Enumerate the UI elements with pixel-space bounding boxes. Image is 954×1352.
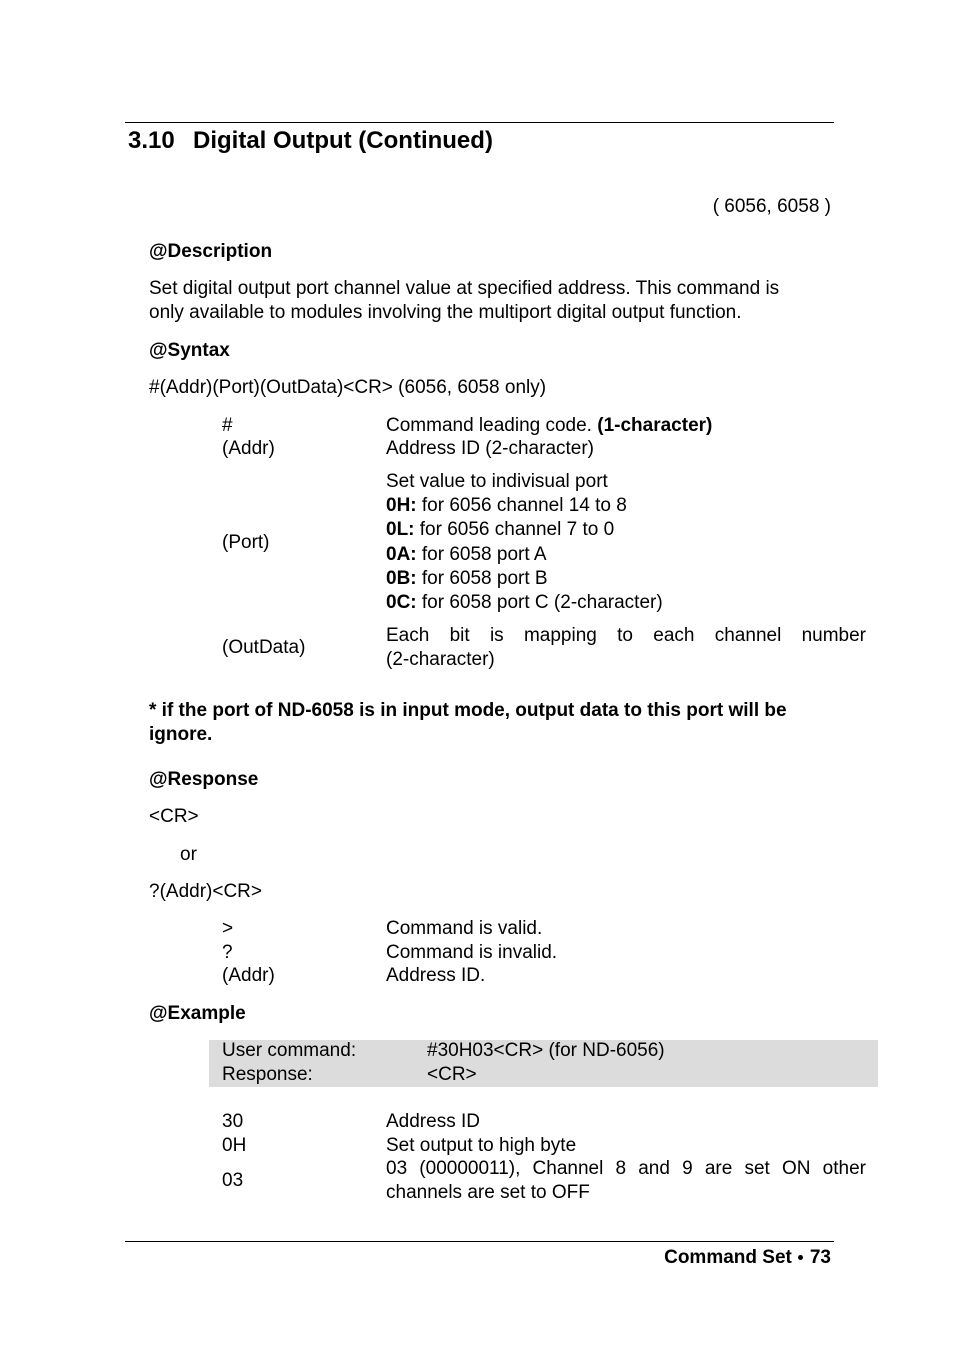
syntax-outdata-line-1: Each bit is mapping to each channel number: [386, 625, 866, 646]
section-number: 3.10: [128, 127, 175, 154]
example-term: 30: [222, 1111, 244, 1132]
port-option-text: for 6058 port C (2-character): [416, 592, 663, 613]
syntax-term-hash: #: [222, 415, 233, 436]
syntax-outdata-line-2: (2-character): [386, 649, 495, 670]
example-user-value: #30H03<CR> (for ND-6056): [427, 1040, 665, 1061]
description-heading: @Description: [149, 241, 273, 262]
port-option-0b: [386, 567, 548, 591]
example-desc: Set output to high byte: [386, 1135, 577, 1156]
section-title: Digital Output (Continued): [193, 127, 493, 154]
response-desc: Command is valid.: [386, 918, 543, 939]
example-user-label: User command:: [222, 1040, 357, 1061]
header-rule: [125, 122, 834, 123]
port-option-text: for 6058 port B: [416, 568, 548, 589]
port-option-code: 0C:: [386, 592, 417, 613]
bullet-icon: [798, 1255, 803, 1260]
port-option-code: 0L:: [386, 519, 415, 540]
response-heading: @Response: [149, 769, 259, 790]
example-term: 03: [222, 1170, 244, 1191]
syntax-term-addr: (Addr): [222, 438, 275, 459]
syntax-desc-hash: [386, 414, 712, 438]
port-option-text: for 6056 channel 7 to 0: [414, 519, 615, 540]
example-response-value: <CR>: [427, 1064, 477, 1085]
example-response-label: Response:: [222, 1064, 313, 1085]
response-invalid: ?(Addr)<CR>: [149, 881, 262, 902]
note-line-2: ignore.: [149, 724, 213, 745]
syntax-desc-hash-text: Command leading code.: [386, 415, 598, 436]
description-line-2: only available to modules involving the multiport digital output function.: [149, 302, 742, 323]
description-line-1: Set digital output port channel value at specified address. This command is: [149, 278, 780, 299]
port-option-text: for 6058 port A: [416, 544, 547, 565]
response-desc: Command is invalid.: [386, 942, 558, 963]
example-last-line-2: channels are set to OFF: [386, 1182, 590, 1203]
response-term: (Addr): [222, 965, 275, 986]
syntax-command: #(Addr)(Port)(OutData)<CR> (6056, 6058 only): [149, 377, 547, 398]
example-term: 0H: [222, 1135, 247, 1156]
response-or: or: [180, 844, 197, 865]
port-option-code: 0H:: [386, 495, 417, 516]
footer-label: Command Set: [664, 1247, 792, 1268]
model-list: ( 6056, 6058 ): [712, 196, 831, 217]
response-valid: <CR>: [149, 806, 199, 827]
syntax-desc-hash-bold: (1-character): [597, 415, 713, 436]
port-option-0l: [386, 518, 614, 542]
example-desc: Address ID: [386, 1111, 480, 1132]
response-term: ?: [222, 942, 233, 963]
footer: [664, 1246, 831, 1270]
syntax-port-intro: Set value to indivisual port: [386, 471, 608, 492]
port-option-code: 0B:: [386, 568, 417, 589]
example-heading: @Example: [149, 1003, 246, 1024]
syntax-heading: @Syntax: [149, 340, 230, 361]
footer-rule: [125, 1241, 834, 1242]
page-number: 73: [809, 1247, 831, 1268]
response-desc: Address ID.: [386, 965, 486, 986]
example-last-line-1: 03 (00000011), Channel 8 and 9 are set ON other: [386, 1158, 866, 1179]
response-term: >: [222, 918, 234, 939]
port-option-0h: [386, 494, 627, 518]
port-option-code: 0A:: [386, 544, 417, 565]
port-option-text: for 6056 channel 14 to 8: [416, 495, 627, 516]
port-option-0c: [386, 591, 663, 615]
syntax-term-port: (Port): [222, 532, 270, 553]
note-line-1: * if the port of ND-6058 is in input mode, output data to this port will be: [149, 700, 787, 721]
syntax-term-outdata: (OutData): [222, 637, 306, 658]
port-option-0a: [386, 543, 547, 567]
syntax-desc-addr: Address ID (2-character): [386, 438, 595, 459]
